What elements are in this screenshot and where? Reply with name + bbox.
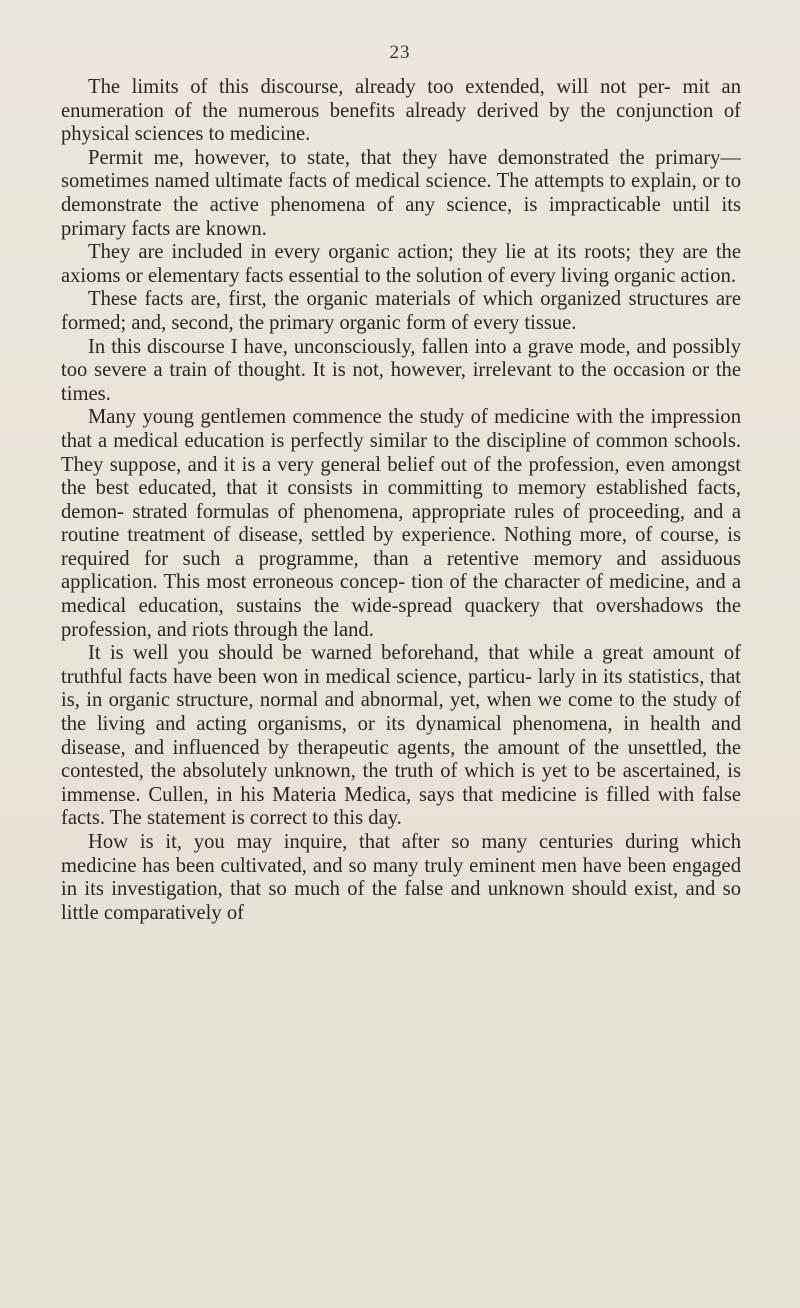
body-text bbox=[61, 76, 741, 925]
paragraph-3: They are included in every organic action; they lie at its roots; they are the axioms or elementary facts essential to the solution of every living organic action. bbox=[61, 241, 741, 287]
paragraph-1: The limits of this discourse, already too extended, will not per- mit an enumeration of the numerous benefits already derived by the conjunction of physical sciences to medicine. bbox=[61, 76, 741, 146]
paragraph-6: Many young gentlemen commence the study of medicine with the impression that a medical education is perfectly similar to the discipline of common schools. They suppose, and it is a very general belief out of the profession, even amongst the best educated, that it consists in committing to memory established facts, demon- strated formulas of phenomena, appropriate rules of proceeding, and a routine treatment of disease, settled by experience. Nothing more, of course, is required for such a programme, than a retentive memory and assiduous application. This most erroneous concep- tion of the character of medicine, and a medical education, sustains the wide-spread quackery that overshadows the profession, and riots through the land. bbox=[61, 406, 741, 641]
paragraph-8: How is it, you may inquire, that after so many centuries during which medicine has been cultivated, and so many truly eminent men have been engaged in its investigation, that so much of the false and unknown should exist, and so little comparatively of bbox=[61, 831, 741, 924]
paragraph-7: It is well you should be warned beforehand, that while a great amount of truthful facts have been won in medical science, particu- larly in its statistics, that is, in organic structure, normal and abnormal, yet, when we come to the study of the living and acting organisms, or its dynamical phenomena, in health and disease, and influenced by therapeutic agents, the amount of the unsettled, the contested, the absolutely unknown, the truth of which is yet to be ascertained, is immense. Cullen, in his Materia Medica, says that medicine is filled with false facts. The statement is correct to this day. bbox=[61, 642, 741, 830]
paragraph-5: In this discourse I have, unconsciously, fallen into a grave mode, and possibly too severe a train of thought. It is not, however, irrelevant to the occasion or the times. bbox=[61, 335, 741, 405]
page-number: 23 bbox=[389, 42, 411, 63]
paragraph-4: These facts are, first, the organic materials of which organized structures are formed; and, second, the primary organic form of every tissue. bbox=[61, 288, 741, 334]
paragraph-2: Permit me, however, to state, that they have demonstrated the primary—sometimes named ultimate facts of medical science. The attempts to explain, or to demonstrate the active phenomena of any science, is impracticable until its primary facts are known. bbox=[61, 146, 741, 240]
